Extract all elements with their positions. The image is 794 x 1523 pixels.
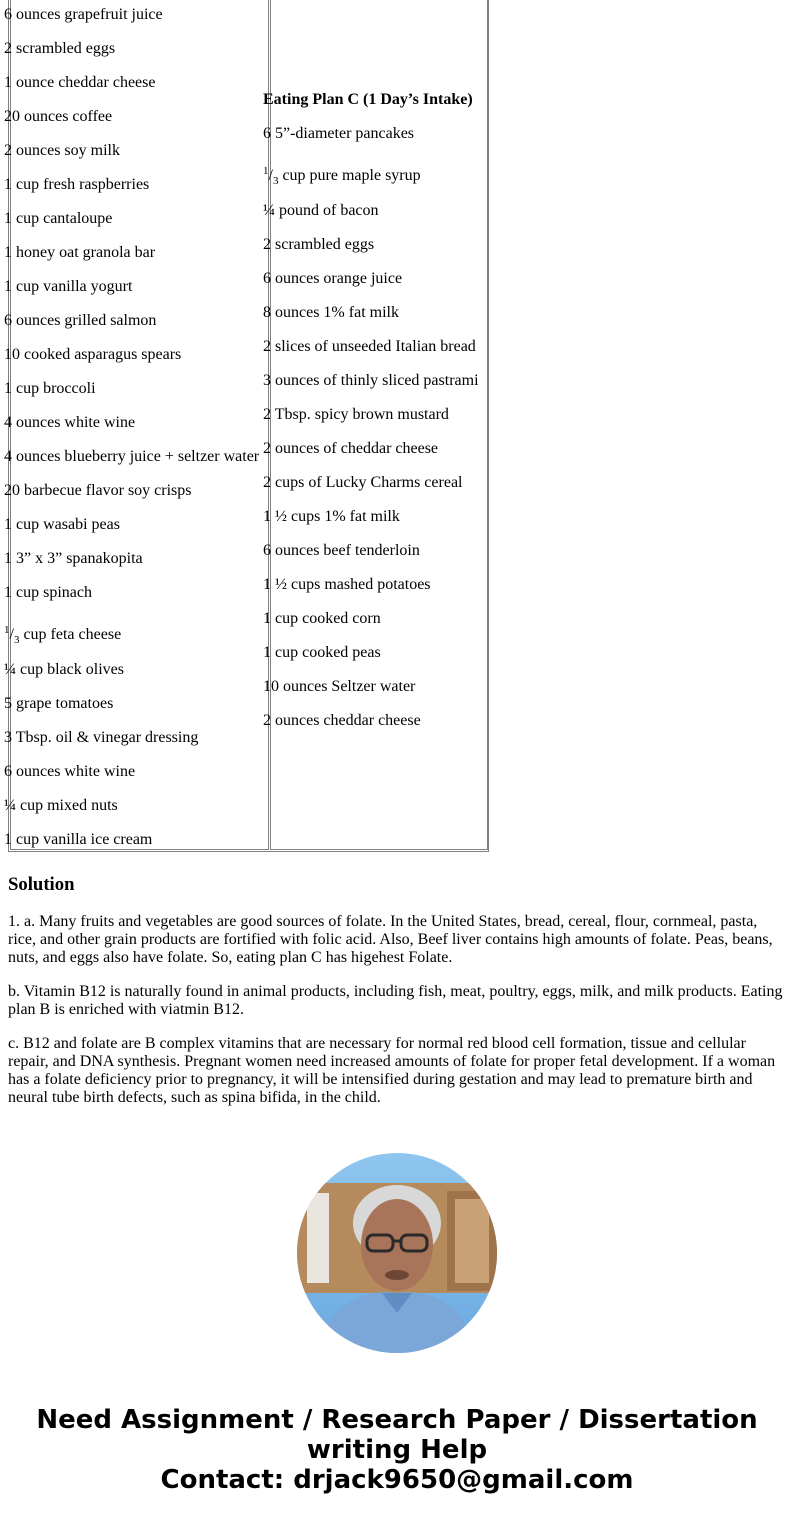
list-item: 20 ounces coffee: [4, 108, 113, 125]
list-item: 2 ounces of cheddar cheese: [263, 440, 439, 457]
list-item: 1 cup fresh raspberries: [4, 176, 150, 193]
list-item: 2 ounces soy milk: [4, 142, 120, 159]
list-item-text: cup feta cheese: [23, 626, 122, 643]
list-item: 2 Tbsp. spicy brown mustard: [263, 406, 449, 423]
list-item: 6 ounces beef tenderloin: [263, 542, 420, 559]
list-item: 6 5”-diameter pancakes: [263, 125, 415, 142]
fraction-denominator: 3: [272, 175, 279, 187]
list-item: 1 cup spinach: [4, 584, 92, 601]
list-item: 4 ounces blueberry juice + seltzer water: [4, 448, 260, 465]
solution-heading: Solution: [8, 874, 75, 895]
list-item: 1 honey oat granola bar: [4, 244, 156, 261]
author-avatar: [297, 1153, 497, 1353]
cta-line-1: Need Assignment / Research Paper / Dissertation: [36, 1405, 758, 1435]
list-item: 6 ounces orange juice: [263, 270, 403, 287]
solution-paragraph-b: b. Vitamin B12 is naturally found in animal products, including fish, meat, poultry, eggs, milk, and milk products. Eating plan B is enriched with viatmin B12.: [8, 983, 783, 1018]
list-item: 1 cup cooked corn: [263, 610, 381, 627]
fraction-denominator: 3: [13, 634, 20, 646]
cta-contact: Contact: drjack9650@gmail.com: [160, 1465, 634, 1495]
list-item: ¼ pound of bacon: [263, 202, 379, 219]
list-item: 20 barbecue flavor soy crisps: [4, 482, 192, 499]
list-item: ¼ cup mixed nuts: [4, 797, 118, 814]
list-item: 1 cup wasabi peas: [4, 516, 120, 533]
list-item: 3 ounces of thinly sliced pastrami: [263, 372, 479, 389]
cta-line-2: writing Help: [306, 1435, 488, 1465]
list-item: $^1/_3$ cup feta cheese: [4, 624, 122, 646]
list-item: 3 Tbsp. oil & vinegar dressing: [4, 729, 199, 746]
fraction-numerator: 1: [263, 165, 269, 177]
list-item: 1 cup cantaloupe: [4, 210, 113, 227]
list-item: 8 ounces 1% fat milk: [263, 304, 399, 321]
list-item: $^1/_3$ cup pure maple syrup: [263, 165, 421, 187]
list-item: 2 slices of unseeded Italian bread: [263, 338, 476, 355]
list-item: 4 ounces white wine: [4, 414, 136, 431]
list-item: 6 ounces grilled salmon: [4, 312, 157, 329]
list-item: 1 3” x 3” spanakopita: [4, 550, 143, 567]
list-item: 2 scrambled eggs: [4, 40, 116, 57]
list-item: 1 ½ cups mashed potatoes: [263, 576, 431, 593]
list-item: 1 ½ cups 1% fat milk: [263, 508, 400, 525]
list-item-text: cup pure maple syrup: [282, 167, 421, 184]
list-item: 1 ounce cheddar cheese: [4, 74, 156, 91]
list-item: 1 cup broccoli: [4, 380, 96, 397]
list-item: 6 ounces white wine: [4, 763, 136, 780]
list-item: 2 scrambled eggs: [263, 236, 375, 253]
list-item: 5 grape tomatoes: [4, 695, 114, 712]
list-item: 1 cup cooked peas: [263, 644, 381, 661]
list-item: 2 ounces cheddar cheese: [263, 712, 421, 729]
list-item: ¼ cup black olives: [4, 661, 124, 678]
solution-paragraph-c: c. B12 and folate are B complex vitamins that are necessary for normal red blood cell formation, tissue and cellular repair, and DNA synthesis. Pregnant women need increased amounts of folate for proper fetal development. If a woman has a folate deficiency prior to pregnancy, it will be intensified during gestation and may lead to premature birth and neural tube birth defects, such as spina bifida, in the child.: [8, 1035, 776, 1106]
list-item: 1 cup vanilla yogurt: [4, 278, 133, 295]
list-item: 6 ounces grapefruit juice: [4, 6, 163, 23]
portrait-icon: [297, 1153, 497, 1353]
list-item: 2 cups of Lucky Charms cereal: [263, 474, 463, 491]
plan-c-heading: Eating Plan C (1 Day’s Intake): [263, 91, 473, 108]
list-item: 1 cup vanilla ice cream: [4, 831, 153, 848]
list-item: 10 ounces Seltzer water: [263, 678, 416, 695]
solution-paragraph-a: 1. a. Many fruits and vegetables are good sources of folate. In the United States, bread, cereal, flour, cornmeal, pasta, rice, and other grain products are fortified with folic acid. Also, Beef liver contains high amounts of folate. Peas, beans, nuts, and eggs also have folate. So, eating plan C has higehest Folate.: [8, 913, 773, 966]
fraction-numerator: 1: [4, 624, 10, 636]
list-item: 10 cooked asparagus spears: [4, 346, 182, 363]
